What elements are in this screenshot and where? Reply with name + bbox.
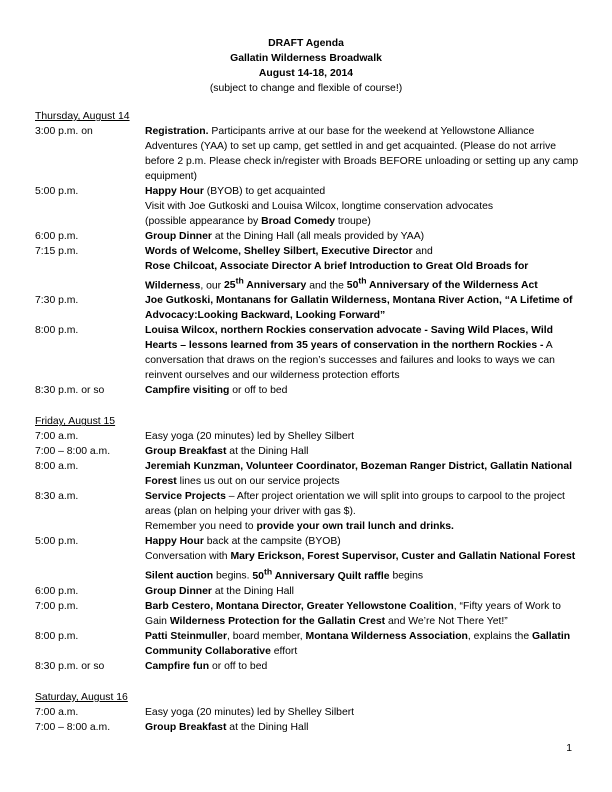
agenda-item bbox=[35, 293, 581, 323]
agenda-item bbox=[35, 534, 581, 583]
agenda-item bbox=[35, 124, 581, 184]
day-heading: Thursday, August 14 bbox=[35, 111, 130, 122]
subtitle-note: (subject to change and flexible of course!) bbox=[209, 83, 403, 94]
agenda-description: Happy Hour back at the campsite (BYOB) Conversation with Mary Erickson, Forest Supervisor, Custer and Gallatin National Forest Silent auction begins. 50th Anniversary Quilt raffle begins bbox=[145, 536, 576, 582]
agenda-time: 7:00 – 8:00 a.m. bbox=[35, 446, 111, 458]
agenda-time: 8:00 p.m. bbox=[35, 630, 79, 642]
agenda-time: 7:00 a.m. bbox=[35, 706, 79, 718]
page-number: 1 bbox=[566, 743, 572, 754]
agenda-item bbox=[35, 383, 581, 398]
day-heading: Friday, August 15 bbox=[35, 416, 116, 428]
agenda-title: DRAFT Agenda bbox=[268, 38, 344, 49]
agenda-item bbox=[35, 429, 581, 444]
agenda-time: 3:00 p.m. on bbox=[35, 126, 93, 137]
agenda-time: 8:30 p.m. or so bbox=[35, 660, 105, 672]
agenda-description: Barb Cestero, Montana Director, Greater Yellowstone Coalition, “Fifty years of Work to Gain Wilderness Protection for the Gallatin Crest and We’re Not There Yet!” bbox=[145, 600, 561, 627]
agenda-description: Louisa Wilcox, northern Rockies conservation advocate - Saving Wild Places, Wild Hearts – lessons learned from 35 years of conservation in the northern Rockies - A conversation that draws on the region’s successes and failures and looks to ways we can reinvent ourselves and our wilderness protection efforts bbox=[145, 325, 555, 382]
agenda-time: 5:00 p.m. bbox=[35, 186, 79, 197]
agenda-time: 7:15 p.m. bbox=[35, 246, 79, 257]
agenda-description: Campfire visiting or off to bed bbox=[145, 385, 288, 397]
agenda-description: Group Breakfast at the Dining Hall bbox=[145, 721, 309, 733]
agenda-day bbox=[35, 690, 581, 735]
agenda-item bbox=[35, 244, 581, 293]
agenda-time: 7:00 a.m. bbox=[35, 431, 79, 443]
agenda-time: 8:30 a.m. bbox=[35, 491, 79, 503]
agenda-item bbox=[35, 629, 581, 659]
agenda-description: Easy yoga (20 minutes) led by Shelley Silbert bbox=[145, 431, 355, 443]
day-heading: Saturday, August 16 bbox=[35, 691, 128, 703]
agenda-description: Service Projects – After project orientation we will split into groups to carpool to the project areas (plan on helping your driver with gas $). Remember you need to provide your own trail lunch and drinks. bbox=[145, 491, 565, 533]
agenda-day bbox=[35, 414, 581, 673]
agenda-description: Group Dinner at the Dining Hall bbox=[145, 585, 294, 597]
agenda-description: Words of Welcome, Shelley Silbert, Executive Director and Rose Chilcoat, Associate Director A brief Introduction to Great Old Broads for Wilderness, our 25th Anniversary and the 50th Anniversary of the Wilderness Act bbox=[145, 246, 538, 292]
agenda-description: Joe Gutkoski, Montanans for Gallatin Wilderness, Montana River Action, “A Lifetime of Advocacy:Looking Backward, Looking Forward” bbox=[145, 295, 573, 322]
agenda-description: Happy Hour (BYOB) to get acquainted Visit with Joe Gutkoski and Louisa Wilcox, longtime conservation advocates (possible appearance by Broad Comedy troupe) bbox=[145, 186, 494, 227]
agenda-item bbox=[35, 659, 581, 674]
agenda-item bbox=[35, 705, 581, 720]
agenda-item bbox=[35, 444, 581, 459]
agenda-description: Group Dinner at the Dining Hall (all meals provided by YAA) bbox=[145, 231, 425, 242]
agenda-description: Group Breakfast at the Dining Hall bbox=[145, 446, 309, 458]
agenda-time: 7:00 p.m. bbox=[35, 600, 79, 612]
agenda-item bbox=[35, 599, 581, 629]
agenda-time: 8:00 a.m. bbox=[35, 461, 79, 473]
agenda-description: Registration. Participants arrive at our base for the weekend at Yellowstone Alliance Adventures (YAA) to set up camp, get settled in and get acquainted. (Please do not arrive before 2 p.m. Please check in/register with Broads BEFORE unloading or setting up any camp equipment) bbox=[145, 126, 579, 182]
agenda-time: 8:00 p.m. bbox=[35, 325, 79, 337]
agenda-item bbox=[35, 184, 581, 229]
agenda-day bbox=[35, 109, 581, 398]
agenda-time: 7:30 p.m. bbox=[35, 295, 79, 307]
agenda-time: 5:00 p.m. bbox=[35, 536, 79, 548]
event-dates: August 14-18, 2014 bbox=[258, 68, 354, 79]
event-name: Gallatin Wilderness Broadwalk bbox=[230, 53, 382, 64]
agenda-header bbox=[0, 36, 612, 96]
agenda-description: Campfire fun or off to bed bbox=[145, 660, 268, 672]
agenda-item bbox=[35, 323, 581, 383]
agenda-time: 6:00 p.m. bbox=[35, 585, 79, 597]
agenda-description: Jeremiah Kunzman, Volunteer Coordinator, Bozeman Ranger District, Gallatin National Forest lines us out on our service projects bbox=[145, 461, 573, 488]
agenda-time: 7:00 – 8:00 a.m. bbox=[35, 721, 111, 733]
agenda-description: Patti Steinmuller, board member, Montana Wilderness Association, explains the Gallatin Community Collaborative effort bbox=[145, 630, 571, 657]
agenda-item bbox=[35, 720, 581, 735]
agenda-description: Easy yoga (20 minutes) led by Shelley Silbert bbox=[145, 706, 355, 718]
agenda-item bbox=[35, 584, 581, 599]
agenda-body bbox=[35, 109, 581, 751]
agenda-time: 6:00 p.m. bbox=[35, 231, 79, 242]
agenda-item bbox=[35, 229, 581, 244]
agenda-item bbox=[35, 459, 581, 489]
agenda-item bbox=[35, 489, 581, 534]
agenda-time: 8:30 p.m. or so bbox=[35, 385, 105, 397]
